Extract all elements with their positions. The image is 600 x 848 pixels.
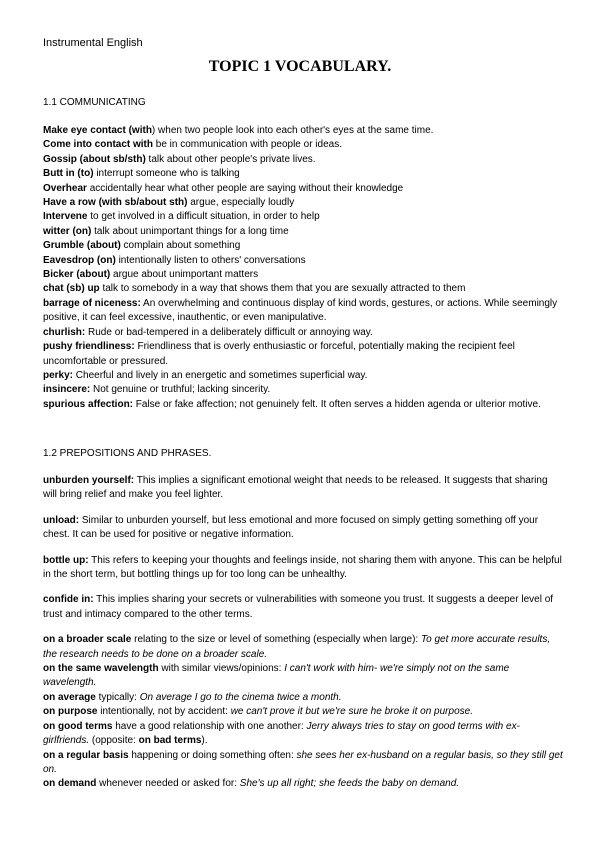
vocab-term: Make eye contact (with: [43, 125, 152, 136]
vocab-entry: [43, 268, 563, 282]
phrase-example: On average I go to the cinema twice a month.: [139, 691, 342, 703]
phrase-paragraph: [43, 554, 563, 583]
vocab-entry: [43, 383, 563, 397]
phrase-paragraph: [43, 514, 563, 543]
phrase-entry: [43, 720, 563, 749]
vocab-term: Grumble (about): [43, 240, 121, 252]
phrase-term: on good terms: [43, 720, 113, 732]
phrase-definition: This implies a significant emotional weight that needs to be released. It suggests that sharing will bring relief and make you feel lighter.: [43, 475, 548, 501]
vocab-entry: [43, 138, 563, 152]
phrase-definition: typically:: [95, 691, 140, 703]
vocab-definition: be in communication with people or ideas.: [153, 139, 342, 151]
phrase-definition: with similar views/opinions:: [158, 663, 285, 675]
vocab-entry: [43, 326, 563, 340]
vocabulary-list-communicating: [43, 124, 563, 412]
phrase-opposite-suffix: ).: [201, 735, 208, 747]
phrase-definition: Similar to unburden yourself, but less emotional and more focused on simply getting something off your chest. It can be used for positive or negative information.: [43, 514, 539, 541]
vocab-entry: [43, 254, 563, 268]
page-title: TOPIC 1 VOCABULARY.: [208, 58, 392, 75]
vocab-definition: Cheerful and lively in an energetic and sometimes superficial way.: [73, 369, 368, 381]
phrase-entry: [43, 691, 563, 705]
vocab-term: Have a row (with sb/about sth): [43, 197, 188, 209]
vocab-term: Butt in (to): [43, 168, 94, 180]
phrase-paragraph: [43, 593, 563, 622]
phrase-definition: relating to the size or level of something (especially when large):: [131, 634, 421, 646]
vocab-definition: argue, especially loudly: [187, 197, 295, 209]
vocab-term: Intervene: [43, 211, 88, 223]
phrase-example: I can't work with him- we're simply not on the same wavelength.: [43, 663, 510, 689]
vocab-term: Bicker (about): [43, 269, 111, 281]
vocab-definition: talk about other people's private lives.: [145, 153, 316, 165]
vocab-entry: [43, 239, 563, 253]
phrase-example: we can't prove it but we're sure he broke it on purpose.: [230, 706, 473, 718]
phrase-paragraph: [43, 474, 563, 503]
section-heading-communicating: 1.1 COMMUNICATING: [43, 97, 146, 108]
vocab-definition: talk about unimportant things for a long time: [91, 225, 289, 237]
phrase-term: on purpose: [43, 706, 98, 718]
phrase-term: unload:: [43, 514, 80, 526]
phrase-example: she sees her ex-husband on a regular basis, so they still get on.: [43, 749, 563, 775]
vocab-definition: to get involved in a difficult situation, in order to help: [87, 211, 320, 223]
phrase-term: on the same wavelength: [43, 663, 159, 675]
section-heading-prepositions: 1.2 PREPOSITIONS AND PHRASES.: [43, 448, 212, 459]
phrase-entry: [43, 705, 563, 719]
vocab-definition: Rude or bad-tempered in a deliberately difficult or annoying way.: [85, 326, 373, 338]
vocab-term: Come into contact with: [43, 139, 153, 151]
vocab-term: Overhear: [43, 182, 87, 194]
document-header: Instrumental English: [43, 37, 143, 49]
vocab-definition: intentionally listen to others' conversations: [115, 254, 306, 266]
vocab-term: pushy friendliness:: [43, 341, 135, 353]
vocab-definition: complain about something: [120, 240, 241, 252]
vocab-term: spurious affection:: [43, 398, 134, 410]
vocab-definition: False or fake affection; not genuinely felt. It often serves a hidden agenda or ulterior motive.: [133, 398, 541, 410]
vocab-definition: interrupt someone who is talking: [93, 168, 240, 180]
vocab-term: churlish:: [43, 326, 86, 338]
vocab-definition: Not genuine or truthful; lacking sincerity.: [90, 384, 271, 396]
vocab-entry: [43, 282, 563, 296]
phrase-definition: have a good relationship with one another:: [112, 720, 307, 732]
vocab-definition: accidentally hear what other people are saying without their knowledge: [86, 182, 404, 194]
vocab-term: barrage of niceness:: [43, 297, 141, 309]
phrase-entry: [43, 749, 563, 778]
vocab-definition: An overwhelming and continuous display of kind words, gestures, or actions. While seemingly positive, it can feel excessive, inauthentic, or even manipulative.: [43, 297, 558, 324]
phrase-term: confide in:: [43, 594, 94, 606]
phrase-entry: [43, 662, 563, 691]
phrase-definition: This refers to keeping your thoughts and feelings inside, not sharing them with anyone. This can be helpful in the short term, but bottling things up for too long can be unhealthy.: [43, 554, 562, 581]
phrase-term: bottle up:: [43, 554, 89, 566]
vocab-entry: [43, 210, 563, 224]
phrase-definition: This implies sharing your secrets or vulnerabilities with someone you trust. It suggests a deeper level of trust and intimacy compared to the other terms.: [43, 594, 554, 620]
vocab-term: insincere:: [43, 384, 91, 396]
vocab-entry: [43, 297, 563, 326]
vocab-entry: [43, 398, 563, 412]
vocab-entry: [43, 369, 563, 383]
phrase-definition: whenever needed or asked for:: [96, 778, 240, 790]
vocab-entry: [43, 340, 563, 369]
vocab-term: Eavesdrop (on): [43, 254, 116, 266]
phrase-term: on a regular basis: [43, 749, 129, 761]
phrase-opposite-prefix: (opposite:: [89, 735, 139, 747]
phrase-example: She's up all right; she feeds the baby on demand.: [239, 778, 460, 790]
phrase-entry: [43, 777, 563, 791]
phrase-term: on demand: [43, 778, 97, 790]
vocab-term: perky:: [43, 369, 74, 381]
phrase-entry: [43, 633, 563, 662]
phrase-example: Jerry always tries to stay on good terms with ex-girlfriends.: [43, 720, 520, 747]
vocab-entry: [43, 182, 563, 196]
vocab-entry: [43, 196, 563, 210]
vocab-entry: [43, 225, 563, 239]
phrase-term: on average: [43, 691, 96, 703]
phrase-term: unburden yourself:: [43, 475, 135, 486]
phrase-example: To get more accurate results, the research needs to be done on a broader scale.: [43, 634, 551, 660]
vocab-entry: [43, 124, 563, 138]
vocab-term: witter (on): [43, 225, 92, 237]
vocab-term: chat (sb) up: [43, 283, 100, 295]
vocab-definition: argue about unimportant matters: [110, 269, 259, 281]
vocab-entry: [43, 167, 563, 181]
vocab-entry: [43, 153, 563, 167]
phrase-definition: happening or doing something often:: [128, 749, 297, 761]
vocab-definition: talk to somebody in a way that shows them that you are sexually attracted to them: [99, 283, 466, 295]
phrase-definition: intentionally, not by accident:: [97, 706, 231, 718]
vocab-definition: Friendliness that is overly enthusiastic or forceful, potentially making the recipient feel uncomfortable or pressured.: [43, 341, 515, 367]
paragraph-list-phrases: [43, 474, 563, 792]
phrase-term: on a broader scale: [43, 634, 132, 646]
vocab-definition: ) when two people look into each other's eyes at the same time.: [151, 125, 434, 136]
phrase-opposite-term: on bad terms: [138, 735, 202, 747]
vocab-term: Gossip (about sb/sth): [43, 153, 146, 165]
